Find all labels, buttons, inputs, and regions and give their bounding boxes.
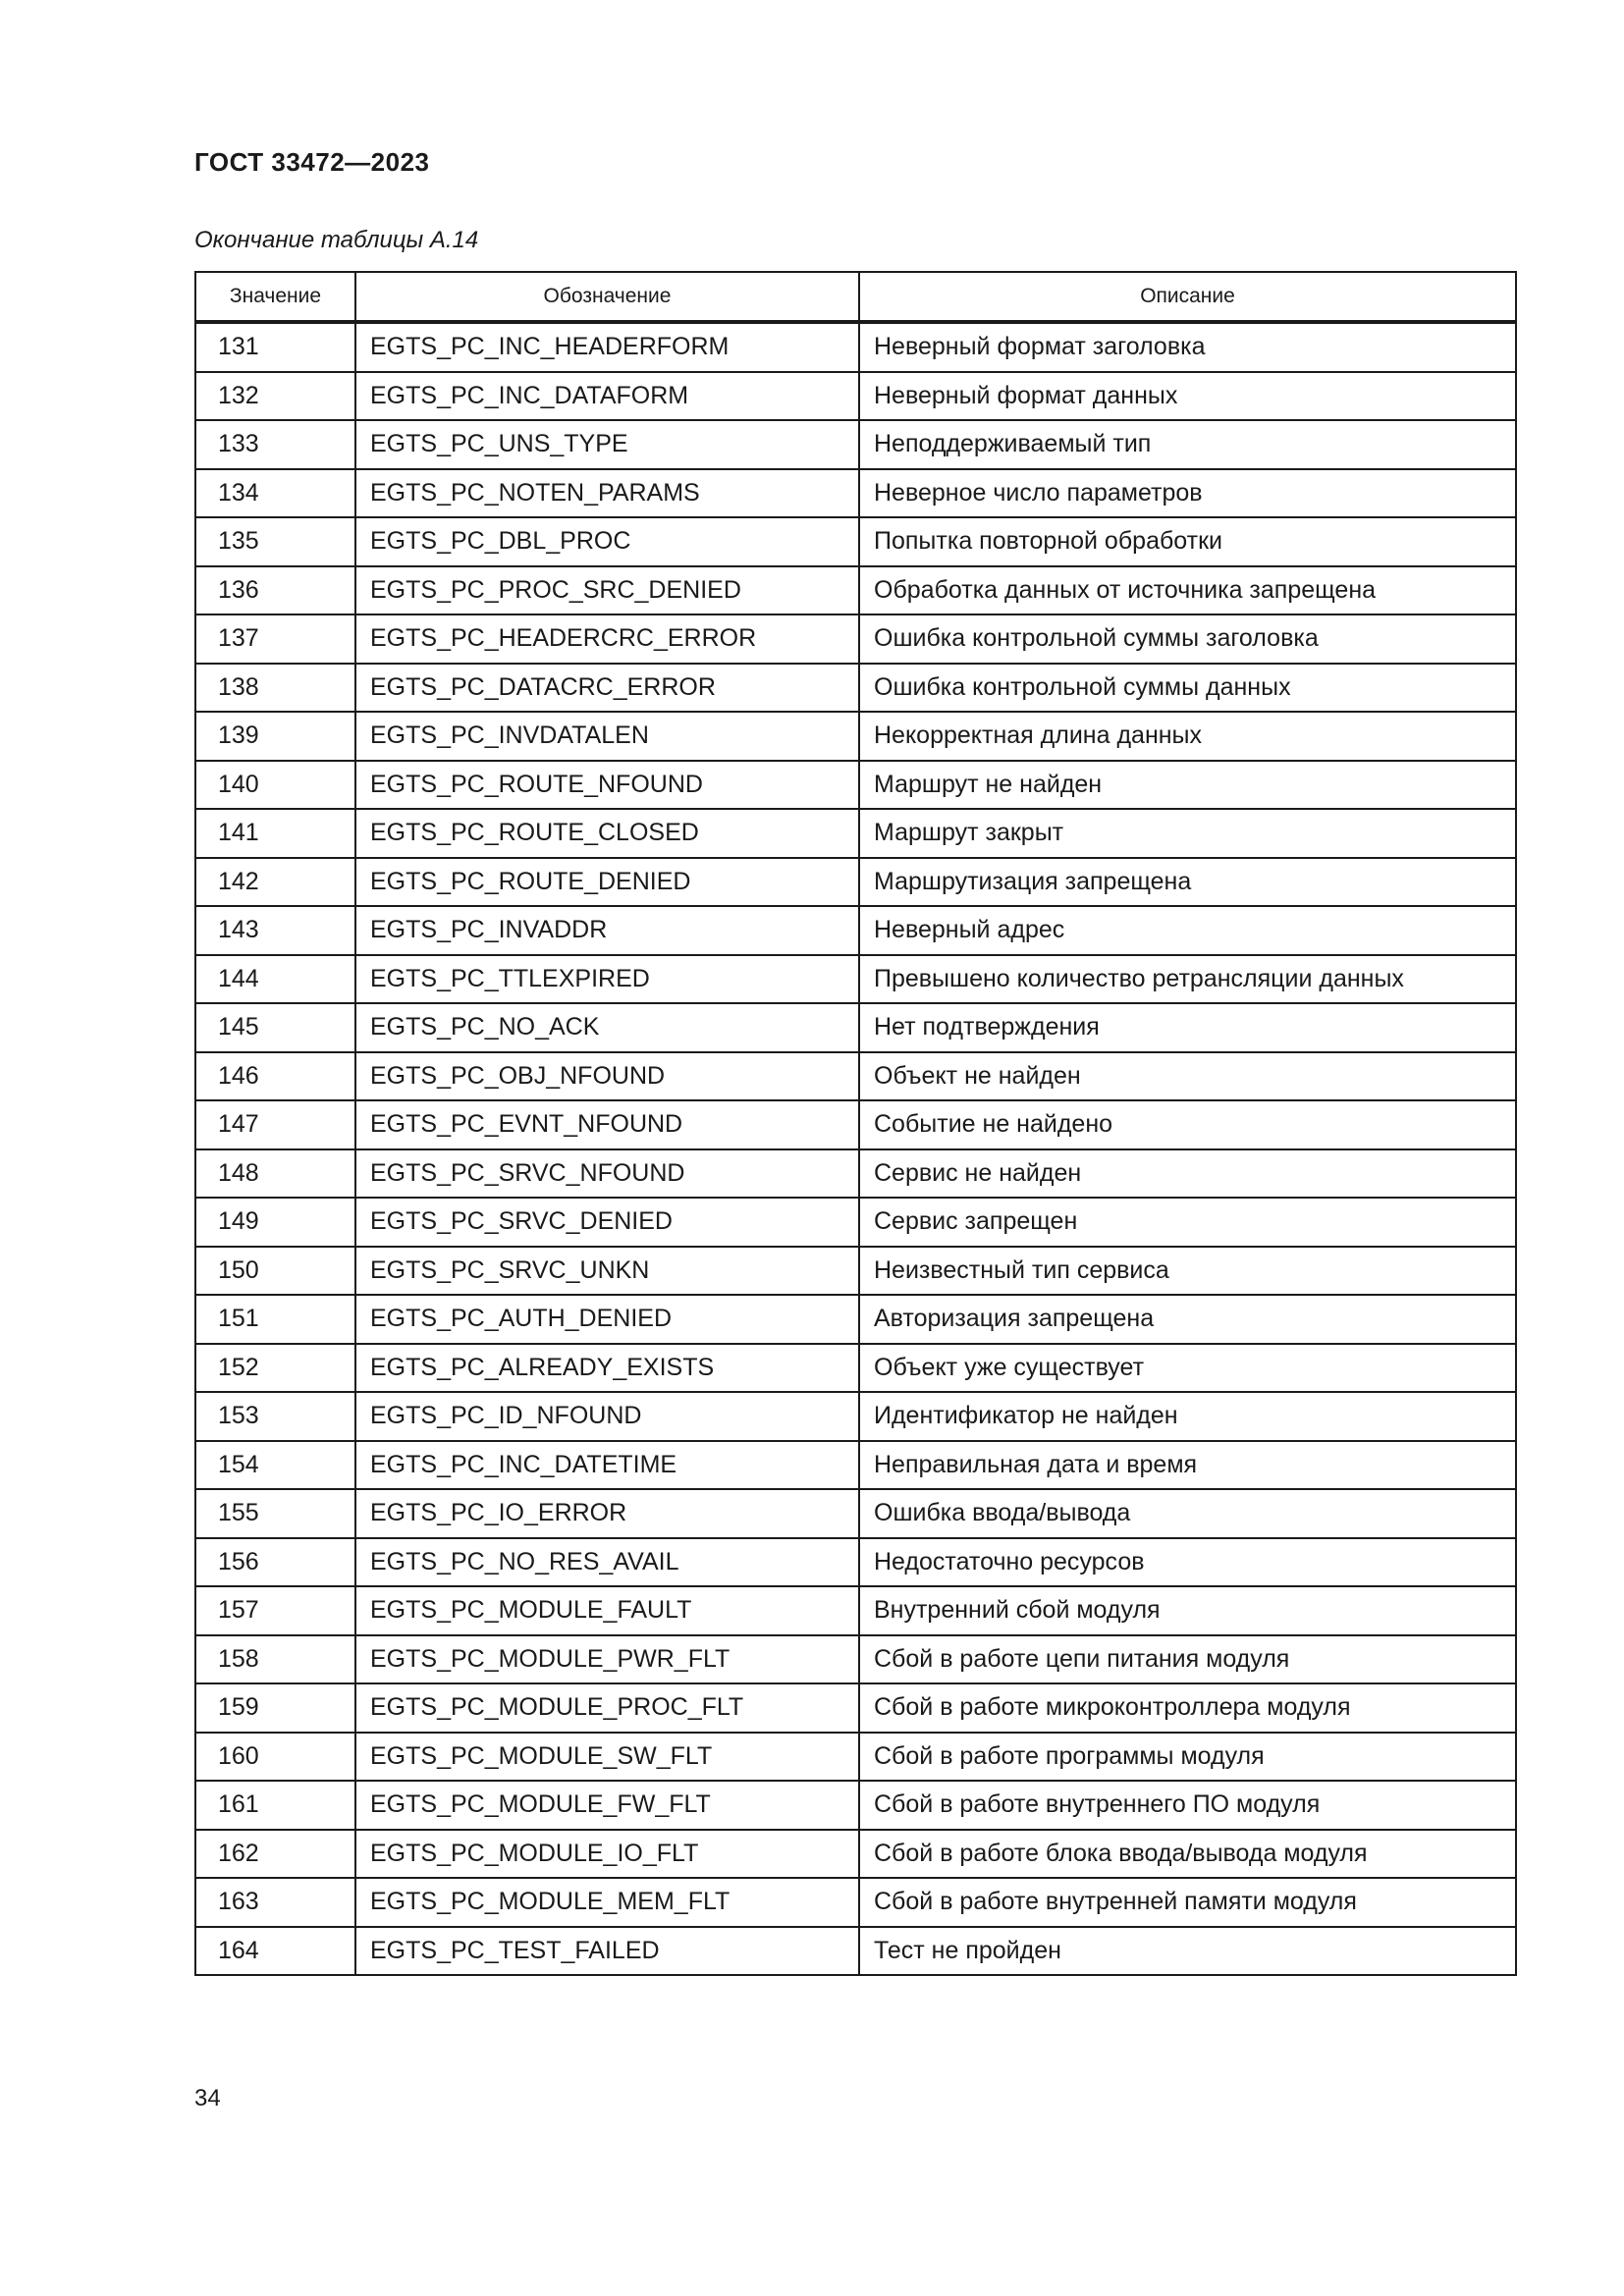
cell-value: 145 [195, 1003, 355, 1052]
table-row [195, 1295, 1516, 1344]
cell-description: Обработка данных от источника запрещена [859, 566, 1516, 615]
cell-designation: EGTS_PC_ALREADY_EXISTS [355, 1344, 859, 1393]
cell-value: 153 [195, 1392, 355, 1441]
cell-value: 144 [195, 955, 355, 1004]
cell-description: Маршрутизация запрещена [859, 858, 1516, 907]
cell-designation: EGTS_PC_DBL_PROC [355, 517, 859, 566]
cell-value: 151 [195, 1295, 355, 1344]
cell-description: Внутренний сбой модуля [859, 1586, 1516, 1635]
cell-designation: EGTS_PC_HEADERCRC_ERROR [355, 614, 859, 664]
cell-description: Неверный адрес [859, 906, 1516, 955]
cell-description: Тест не пройден [859, 1927, 1516, 1976]
column-header-description: Описание [859, 272, 1516, 322]
result-codes-table [194, 271, 1517, 1976]
table-row [195, 1830, 1516, 1879]
table-row [195, 761, 1516, 810]
table-row [195, 566, 1516, 615]
cell-description: Неверное число параметров [859, 469, 1516, 518]
cell-description: Ошибка контрольной суммы заголовка [859, 614, 1516, 664]
cell-description: Сбой в работе цепи питания модуля [859, 1635, 1516, 1684]
cell-designation: EGTS_PC_ROUTE_CLOSED [355, 809, 859, 858]
cell-description: Сбой в работе внутреннего ПО модуля [859, 1781, 1516, 1830]
cell-designation: EGTS_PC_MODULE_IO_FLT [355, 1830, 859, 1879]
table-row [195, 1733, 1516, 1782]
cell-value: 158 [195, 1635, 355, 1684]
cell-designation: EGTS_PC_TTLEXPIRED [355, 955, 859, 1004]
cell-designation: EGTS_PC_ROUTE_DENIED [355, 858, 859, 907]
cell-value: 150 [195, 1247, 355, 1296]
table-row [195, 664, 1516, 713]
cell-value: 141 [195, 809, 355, 858]
table-row [195, 420, 1516, 469]
table-row [195, 1344, 1516, 1393]
table-body [195, 322, 1516, 1975]
table-header-row [195, 272, 1516, 322]
cell-description: Недостаточно ресурсов [859, 1538, 1516, 1587]
table-row [195, 809, 1516, 858]
table-row [195, 1683, 1516, 1733]
cell-designation: EGTS_PC_MODULE_FW_FLT [355, 1781, 859, 1830]
table-caption: Окончание таблицы А.14 [194, 227, 479, 253]
table-row [195, 322, 1516, 372]
cell-value: 159 [195, 1683, 355, 1733]
table-row [195, 1489, 1516, 1538]
cell-description: Неизвестный тип сервиса [859, 1247, 1516, 1296]
cell-designation: EGTS_PC_DATACRC_ERROR [355, 664, 859, 713]
cell-designation: EGTS_PC_INVDATALEN [355, 712, 859, 761]
table-row [195, 955, 1516, 1004]
cell-value: 132 [195, 372, 355, 421]
cell-value: 133 [195, 420, 355, 469]
column-header-designation: Обозначение [355, 272, 859, 322]
table-row [195, 1781, 1516, 1830]
cell-designation: EGTS_PC_ROUTE_NFOUND [355, 761, 859, 810]
cell-description: Неправильная дата и время [859, 1441, 1516, 1490]
cell-description: Объект не найден [859, 1052, 1516, 1101]
cell-designation: EGTS_PC_MODULE_PWR_FLT [355, 1635, 859, 1684]
cell-value: 138 [195, 664, 355, 713]
page-number: 34 [194, 2085, 221, 2111]
table-row [195, 1538, 1516, 1587]
cell-value: 139 [195, 712, 355, 761]
cell-value: 137 [195, 614, 355, 664]
cell-value: 149 [195, 1198, 355, 1247]
cell-designation: EGTS_PC_INVADDR [355, 906, 859, 955]
cell-value: 155 [195, 1489, 355, 1538]
cell-description: Неверный формат данных [859, 372, 1516, 421]
column-header-value: Значение [195, 272, 355, 322]
cell-value: 136 [195, 566, 355, 615]
table-row [195, 1635, 1516, 1684]
cell-description: Неверный формат заголовка [859, 322, 1516, 372]
cell-description: Авторизация запрещена [859, 1295, 1516, 1344]
cell-designation: EGTS_PC_INC_DATAFORM [355, 372, 859, 421]
cell-designation: EGTS_PC_MODULE_FAULT [355, 1586, 859, 1635]
cell-description: Превышено количество ретрансляции данных [859, 955, 1516, 1004]
cell-description: Объект уже существует [859, 1344, 1516, 1393]
cell-value: 152 [195, 1344, 355, 1393]
cell-value: 163 [195, 1878, 355, 1927]
table-row [195, 1392, 1516, 1441]
table-row [195, 1586, 1516, 1635]
cell-description: Неподдерживаемый тип [859, 420, 1516, 469]
cell-description: Сервис не найден [859, 1149, 1516, 1199]
cell-designation: EGTS_PC_MODULE_MEM_FLT [355, 1878, 859, 1927]
cell-value: 146 [195, 1052, 355, 1101]
cell-value: 160 [195, 1733, 355, 1782]
cell-description: Идентификатор не найден [859, 1392, 1516, 1441]
cell-designation: EGTS_PC_INC_DATETIME [355, 1441, 859, 1490]
cell-designation: EGTS_PC_NO_RES_AVAIL [355, 1538, 859, 1587]
cell-designation: EGTS_PC_PROC_SRC_DENIED [355, 566, 859, 615]
table-header [195, 272, 1516, 322]
cell-value: 157 [195, 1586, 355, 1635]
cell-designation: EGTS_PC_UNS_TYPE [355, 420, 859, 469]
table-row [195, 906, 1516, 955]
cell-value: 134 [195, 469, 355, 518]
cell-description: Маршрут закрыт [859, 809, 1516, 858]
table-row [195, 1198, 1516, 1247]
cell-value: 162 [195, 1830, 355, 1879]
cell-value: 147 [195, 1100, 355, 1149]
cell-value: 135 [195, 517, 355, 566]
table-row [195, 372, 1516, 421]
cell-value: 142 [195, 858, 355, 907]
cell-designation: EGTS_PC_AUTH_DENIED [355, 1295, 859, 1344]
cell-value: 148 [195, 1149, 355, 1199]
cell-designation: EGTS_PC_INC_HEADERFORM [355, 322, 859, 372]
cell-description: Сбой в работе внутренней памяти модуля [859, 1878, 1516, 1927]
table-row [195, 614, 1516, 664]
cell-description: Некорректная длина данных [859, 712, 1516, 761]
table-row [195, 712, 1516, 761]
cell-description: Попытка повторной обработки [859, 517, 1516, 566]
cell-value: 131 [195, 322, 355, 372]
cell-designation: EGTS_PC_MODULE_PROC_FLT [355, 1683, 859, 1733]
cell-designation: EGTS_PC_EVNT_NFOUND [355, 1100, 859, 1149]
cell-value: 154 [195, 1441, 355, 1490]
cell-designation: EGTS_PC_IO_ERROR [355, 1489, 859, 1538]
cell-value: 156 [195, 1538, 355, 1587]
cell-designation: EGTS_PC_NO_ACK [355, 1003, 859, 1052]
cell-description: Сбой в работе блока ввода/вывода модуля [859, 1830, 1516, 1879]
document-title: ГОСТ 33472—2023 [194, 147, 430, 177]
cell-designation: EGTS_PC_SRVC_NFOUND [355, 1149, 859, 1199]
table-row [195, 1052, 1516, 1101]
cell-value: 161 [195, 1781, 355, 1830]
cell-description: Сервис запрещен [859, 1198, 1516, 1247]
table-row [195, 1441, 1516, 1490]
cell-description: Нет подтверждения [859, 1003, 1516, 1052]
table-row [195, 469, 1516, 518]
cell-value: 140 [195, 761, 355, 810]
cell-description: Маршрут не найден [859, 761, 1516, 810]
table-row [195, 1878, 1516, 1927]
table-row [195, 1100, 1516, 1149]
table-row [195, 858, 1516, 907]
cell-designation: EGTS_PC_MODULE_SW_FLT [355, 1733, 859, 1782]
cell-value: 143 [195, 906, 355, 955]
cell-designation: EGTS_PC_OBJ_NFOUND [355, 1052, 859, 1101]
cell-description: Сбой в работе программы модуля [859, 1733, 1516, 1782]
cell-description: Сбой в работе микроконтроллера модуля [859, 1683, 1516, 1733]
cell-designation: EGTS_PC_TEST_FAILED [355, 1927, 859, 1976]
table-row [195, 1247, 1516, 1296]
cell-designation: EGTS_PC_ID_NFOUND [355, 1392, 859, 1441]
table-row [195, 1927, 1516, 1976]
cell-designation: EGTS_PC_SRVC_DENIED [355, 1198, 859, 1247]
cell-designation: EGTS_PC_SRVC_UNKN [355, 1247, 859, 1296]
cell-description: Ошибка контрольной суммы данных [859, 664, 1516, 713]
cell-description: Ошибка ввода/вывода [859, 1489, 1516, 1538]
cell-designation: EGTS_PC_NOTEN_PARAMS [355, 469, 859, 518]
cell-value: 164 [195, 1927, 355, 1976]
cell-description: Событие не найдено [859, 1100, 1516, 1149]
table-row [195, 517, 1516, 566]
table-row [195, 1003, 1516, 1052]
table-row [195, 1149, 1516, 1199]
